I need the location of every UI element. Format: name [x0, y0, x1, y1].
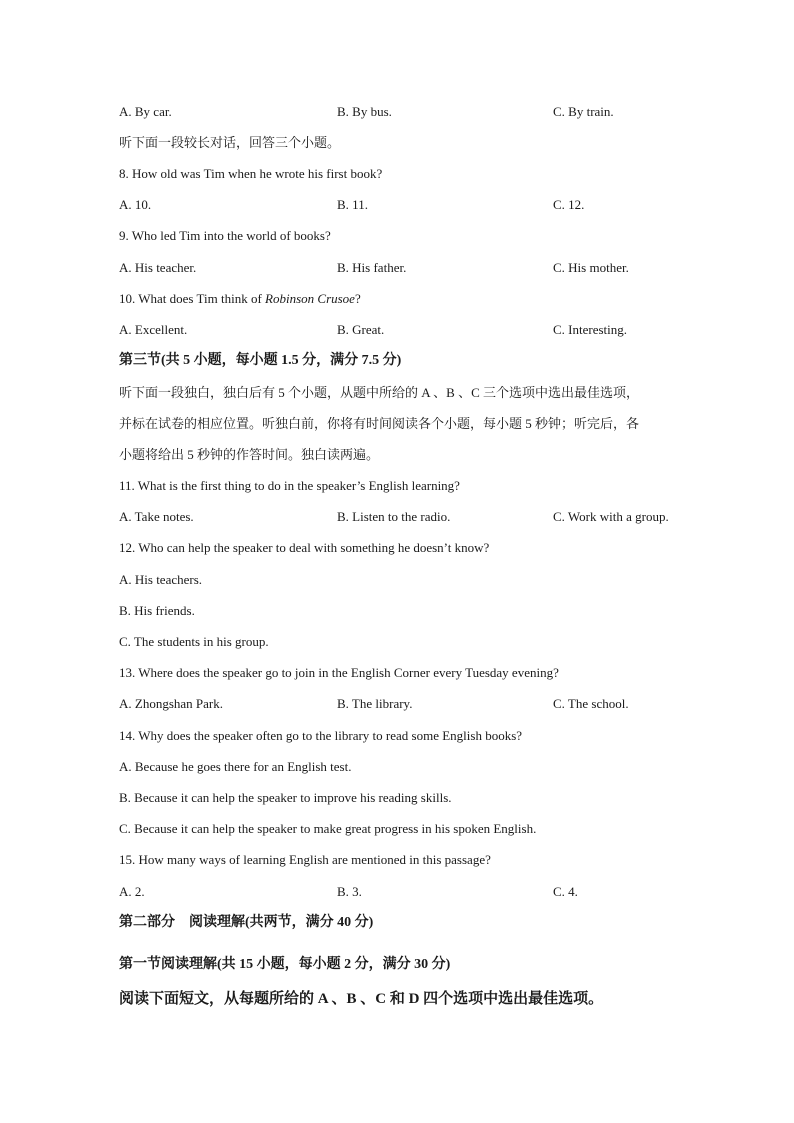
q8-option-a: A. 10. — [119, 197, 152, 212]
q9-option-a: A. His teacher. — [119, 260, 197, 275]
q9-question: 9. Who led Tim into the world of books? — [119, 228, 331, 243]
q7-option-a: A. By car. — [119, 104, 172, 119]
q8-option-b: B. 11. — [337, 197, 368, 212]
part2-instruction: 阅读下面短文，从每题所给的 A 、B 、C 和 D 四个选项中选出最佳选项。 — [119, 991, 604, 1007]
q10-option-b: B. Great. — [337, 322, 385, 337]
long-dialog-instruction: 听下面一段较长对话，回答三个小题。 — [119, 135, 341, 150]
q11-question: 11. What is the first thing to do in the speaker’s English learning? — [119, 478, 460, 493]
q14-option-b: B. Because it can help the speaker to improve his reading skills. — [119, 790, 452, 805]
section3-instruction-line2: 并标在试卷的相应位置。听独白前，你将有时间阅读各个小题，每小题 5 秒钟；听完后，各 — [119, 416, 640, 431]
q12-option-b: B. His friends. — [119, 603, 195, 618]
q14-option-a: A. Because he goes there for an English test. — [119, 759, 352, 774]
q10-question: 10. What does Tim think of Robinson Crusoe? — [119, 291, 361, 306]
q15-option-c: C. 4. — [553, 884, 578, 899]
q11-option-b: B. Listen to the radio. — [337, 509, 451, 524]
q7-option-b: B. By bus. — [337, 104, 392, 119]
q14-question: 14. Why does the speaker often go to the library to read some English books? — [119, 728, 523, 743]
q12-option-a: A. His teachers. — [119, 572, 203, 587]
q10-option-a: A. Excellent. — [119, 322, 188, 337]
section3-instruction-line1: 听下面一段独白，独白后有 5 个小题，从题中所给的 A 、B 、C 三个选项中选出最佳选项， — [119, 385, 640, 400]
q9-option-c: C. His mother. — [553, 260, 629, 275]
q9-option-b: B. His father. — [337, 260, 407, 275]
q13-option-a: A. Zhongshan Park. — [119, 696, 223, 711]
q10-option-c: C. Interesting. — [553, 322, 628, 337]
section3-instruction-line3: 小题将给出 5 秒钟的作答时间。独白读两遍。 — [119, 447, 380, 462]
q15-option-b: B. 3. — [337, 884, 362, 899]
q11-option-c: C. Work with a group. — [553, 509, 669, 524]
q15-option-a: A. 2. — [119, 884, 145, 899]
q10-book-title: Robinson Crusoe — [265, 291, 355, 306]
part2-section1-heading: 第一节阅读理解(共 15 小题，每小题 2 分，满分 30 分) — [119, 957, 451, 972]
q12-option-c: C. The students in his group. — [119, 634, 269, 649]
part2-heading: 第二部分 阅读理解(共两节，满分 40 分) — [119, 915, 374, 930]
q7-option-c: C. By train. — [553, 104, 614, 119]
q15-question: 15. How many ways of learning English are mentioned in this passage? — [119, 852, 491, 867]
q12-question: 12. Who can help the speaker to deal with something he doesn’t know? — [119, 540, 490, 555]
q13-question: 13. Where does the speaker go to join in the English Corner every Tuesday evening? — [119, 665, 559, 680]
q13-option-c: C. The school. — [553, 696, 629, 711]
q14-option-c: C. Because it can help the speaker to make great progress in his spoken English. — [119, 821, 537, 836]
q11-option-a: A. Take notes. — [119, 509, 194, 524]
q8-question: 8. How old was Tim when he wrote his first book? — [119, 166, 383, 181]
q8-option-c: C. 12. — [553, 197, 585, 212]
section3-heading: 第三节(共 5 小题，每小题 1.5 分，满分 7.5 分) — [119, 353, 402, 368]
q13-option-b: B. The library. — [337, 696, 413, 711]
